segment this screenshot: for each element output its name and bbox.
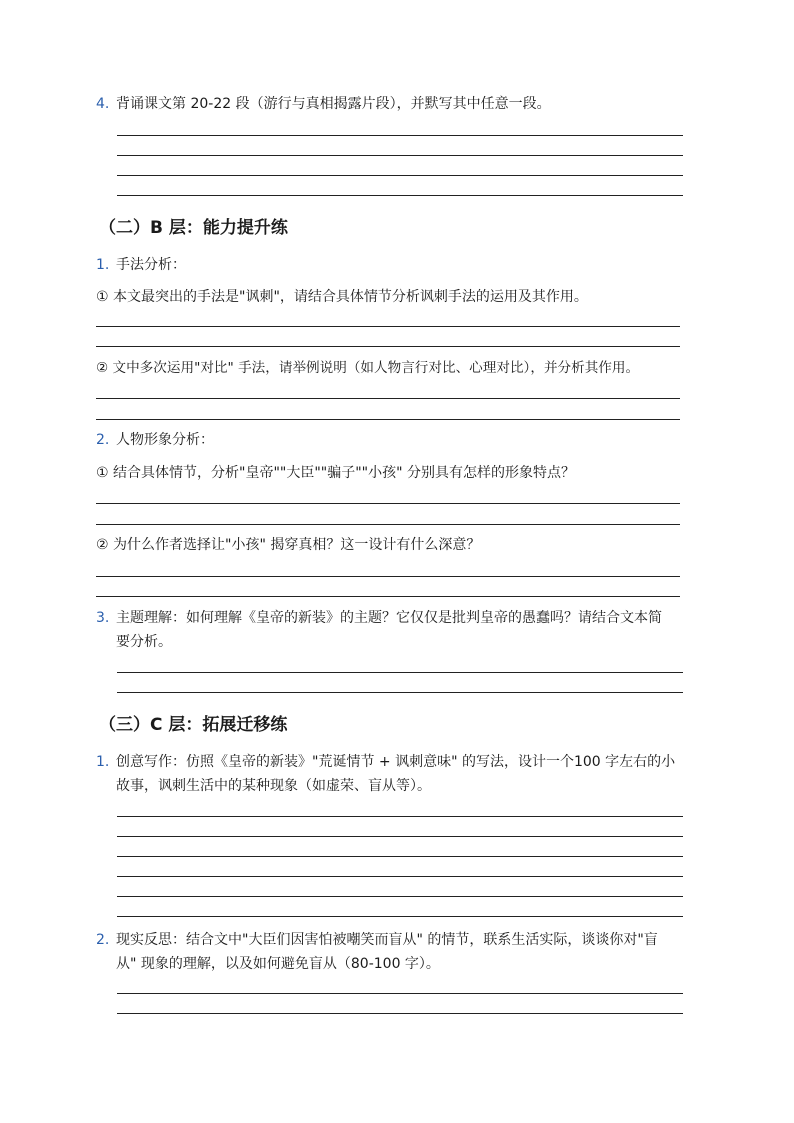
question-c2-line2: 从" 现象的理解，以及如何避免盲从（80-100 字）。 (116, 956, 440, 972)
question-number: 4. (96, 96, 110, 112)
sub-question-b2-1: ① 结合具体情节，分析"皇帝""大臣""骗子""小孩" 分别具有怎样的形象特点？ (96, 465, 575, 481)
question-number: 1. (96, 257, 110, 273)
question-number: 2. (96, 932, 110, 948)
question-c2 (96, 928, 658, 952)
question-b3-line2: 要分析。 (116, 634, 172, 650)
answer-line (96, 419, 680, 420)
sub-question-b2-2: ② 为什么作者选择让"小孩" 揭穿真相？这一设计有什么深意？ (96, 537, 481, 553)
answer-line (117, 672, 683, 673)
question-c1 (96, 750, 675, 774)
answer-line (96, 326, 680, 327)
answer-line (117, 896, 683, 897)
answer-line (117, 836, 683, 837)
answer-line (117, 993, 683, 994)
answer-line (117, 816, 683, 817)
answer-line (96, 576, 680, 577)
question-text-line1: 创意写作：仿照《皇帝的新装》"荒诞情节 + 讽刺意味" 的写法，设计一个100 字左右的小 (116, 754, 676, 770)
question-number: 2. (96, 432, 110, 448)
sub-question-b1-2: ② 文中多次运用"对比" 手法，请举例说明（如人物言行对比、心理对比），并分析其作用。 (96, 360, 640, 376)
question-b2 (96, 428, 214, 452)
answer-line (117, 175, 683, 176)
answer-line (96, 346, 680, 347)
answer-line (117, 195, 683, 196)
question-title: 人物形象分析： (116, 432, 214, 448)
question-b3 (96, 606, 662, 630)
question-b1 (96, 253, 186, 277)
question-number: 1. (96, 754, 110, 770)
sub-question-b1-1: ① 本文最突出的手法是"讽刺"，请结合具体情节分析讽刺手法的运用及其作用。 (96, 289, 588, 305)
answer-line (117, 876, 683, 877)
answer-line (96, 596, 680, 597)
answer-line (117, 155, 683, 156)
answer-line (117, 1013, 683, 1014)
answer-line (117, 856, 683, 857)
answer-line (96, 503, 680, 504)
question-text: 背诵课文第 20-22 段（游行与真相揭露片段），并默写其中任意一段。 (116, 96, 551, 112)
question-c1-line2: 故事，讽刺生活中的某种现象（如虚荣、盲从等）。 (116, 778, 431, 794)
question-number: 3. (96, 610, 110, 626)
answer-line (117, 916, 683, 917)
question-text-line1: 现实反思：结合文中"大臣们因害怕被嘲笑而盲从" 的情节，联系生活实际，谈谈你对"盲 (116, 932, 658, 948)
answer-line (96, 398, 680, 399)
answer-line (117, 692, 683, 693)
section-c-heading: （三）C 层：拓展迁移练 (99, 715, 288, 735)
question-title: 手法分析： (116, 257, 186, 273)
question-a4 (96, 92, 551, 116)
answer-line (117, 135, 683, 136)
answer-line (96, 524, 680, 525)
question-text-line1: 主题理解：如何理解《皇帝的新装》的主题？它仅仅是批判皇帝的愚蠢吗？请结合文本简 (116, 610, 662, 626)
section-b-heading: （二）B 层：能力提升练 (99, 218, 288, 238)
